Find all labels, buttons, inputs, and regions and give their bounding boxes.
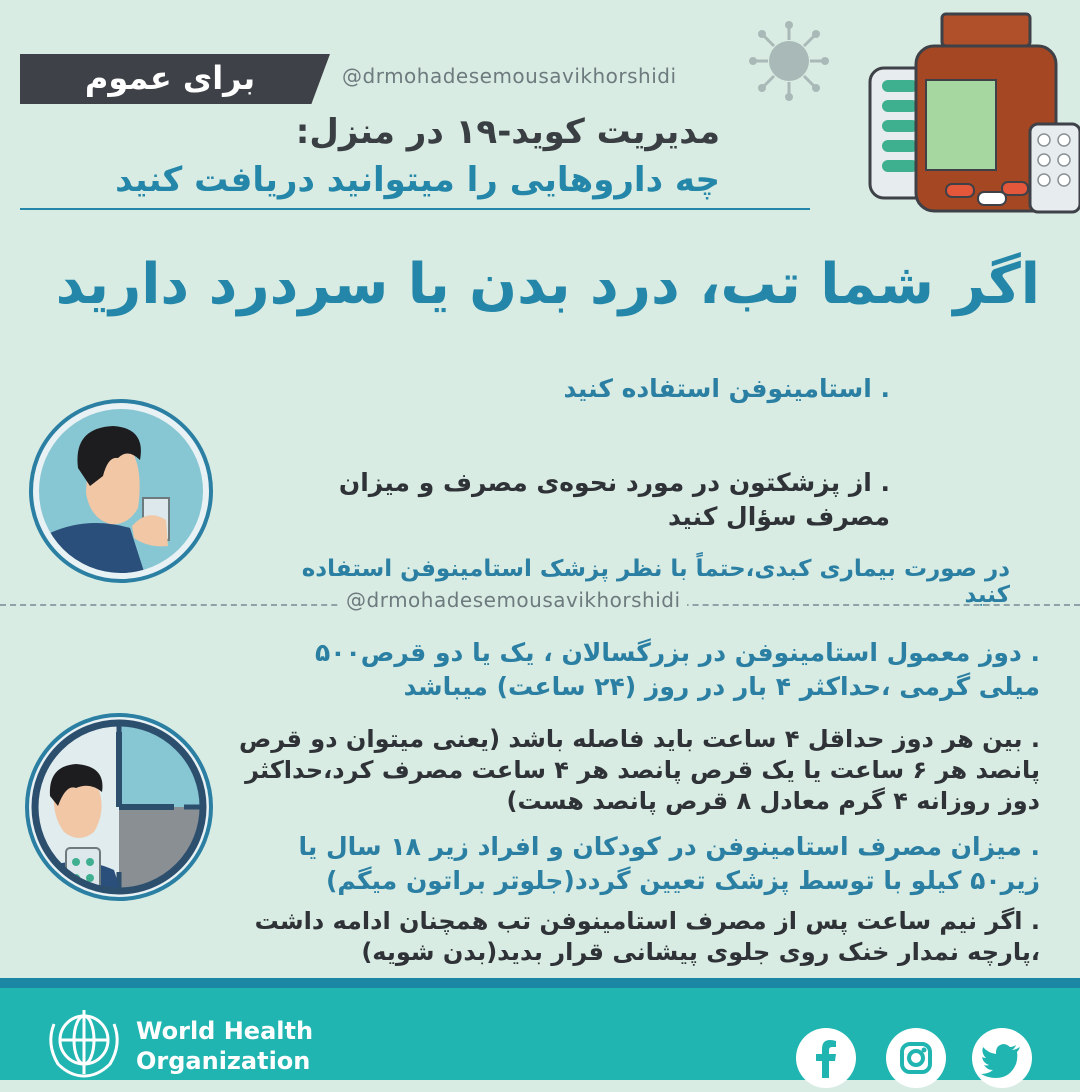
facebook-icon[interactable] [796,1028,856,1088]
medicine-bottle-icon [860,8,1080,218]
footer-accent-bar [0,978,1080,988]
twitter-icon[interactable] [972,1028,1032,1088]
who-line-1: World Health [136,1017,314,1045]
person-drinking-avatar [28,398,214,584]
virus-icon [748,20,830,102]
who-logo-icon [42,1004,126,1080]
persistent-fever-advice: . اگر نیم ساعت پس از مصرف استامینوفن تب همچنان ادامه داشت ،پارچه نمدار خنک روی جلوی پیشانی قرار بدید(بدن شویه) [254,907,1040,966]
title-line-2: چه داروهایی را میتوانید دریافت کنید [115,160,720,200]
title-underline [20,208,810,210]
audience-tag: برای عموم [84,59,256,97]
headline: اگر شما تب، درد بدن یا سردرد دارید [55,252,1040,317]
title-line-1: مدیریت کوید-۱۹ در منزل: [295,112,720,152]
author-handle-watermark[interactable]: @drmohadesemousavikhorshidi [340,588,687,612]
adult-dose-info: . دوز معمول استامینوفن در بزرگسالان ، یک یا دو قرص۵۰۰ میلی گرمی ،حداکثر ۴ بار در روز (۲۴ ساعت) میباشد [314,638,1040,701]
instruction-use-acetaminophen: . استامینوفن استفاده کنید [563,374,890,403]
instagram-icon[interactable] [886,1028,946,1088]
liver-disease-warning: در صورت بیماری کبدی،حتماً با نظر پزشک استامینوفن استفاده کنید [301,556,1010,608]
who-line-2: Organization [136,1047,311,1075]
clock-person-avatar [24,712,214,902]
instruction-ask-doctor: . از پزشکتون در مورد نحوه‌ی مصرف و میزان مصرف سؤال کنید [338,468,890,531]
child-dose-info: . میزان مصرف استامینوفن در کودکان و افراد زیر ۱۸ سال یا زیر۵۰ کیلو با توسط پزشک تعیین گردد(جلوتر براتون میگم) [298,832,1040,895]
author-handle[interactable]: @drmohadesemousavikhorshidi [342,64,677,88]
dose-interval-info: . بین هر دوز حداقل ۴ ساعت باید فاصله باشد (یعنی میتوان دو قرص پانصد هر ۶ ساعت یا یک قرص پانصد هر ۴ ساعت مصرف کرد،حداکثر دوز روزانه ۴ گرم معادل ۸ قرص پانصد هست) [238,725,1040,815]
who-wordmark [136,1016,313,1076]
